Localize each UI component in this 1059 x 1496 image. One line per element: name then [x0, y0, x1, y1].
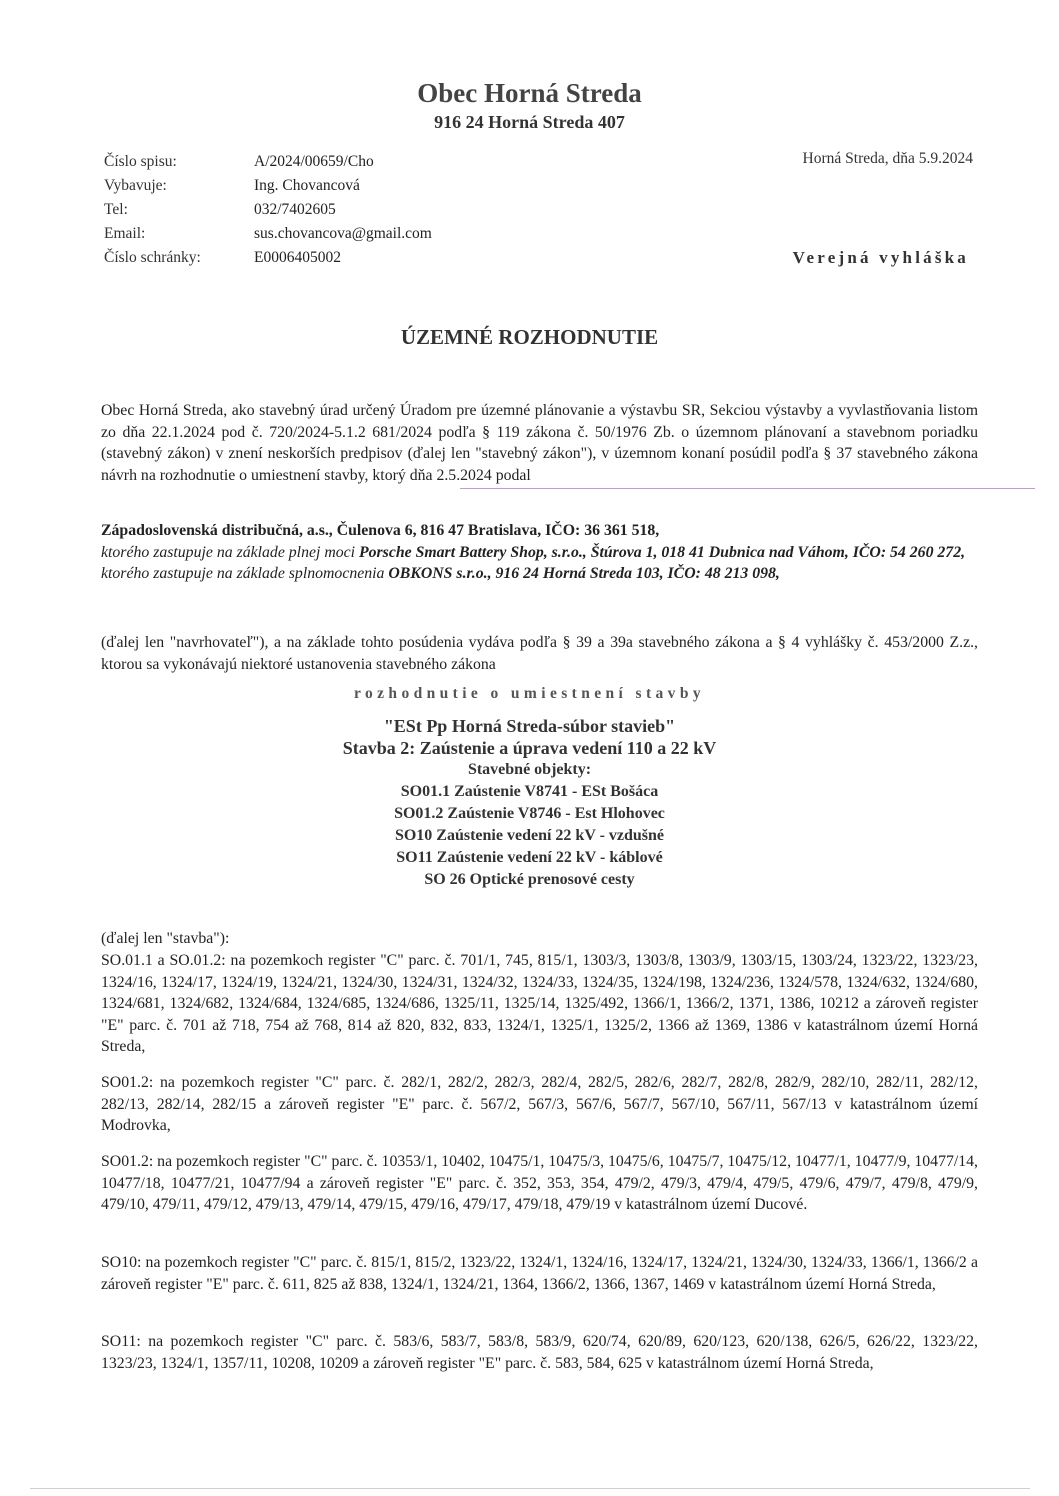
document-title: ÚZEMNÉ ROZHODNUTIE	[400, 325, 659, 349]
meta-label: Email:	[104, 225, 146, 242]
meta-row	[104, 174, 432, 198]
meta-value: A/2024/00659/Cho	[254, 153, 374, 170]
representative-1	[101, 542, 978, 564]
rep2-name: OBKONS s.r.o., 916 24 Horná Streda 103, IČO: 48 213 098,	[388, 565, 780, 582]
representative-2	[101, 563, 978, 585]
meta-label: Vybavuje:	[104, 177, 167, 194]
stavba-label: (ďalej len "stavba"):	[101, 930, 230, 947]
meta-value: E0006405002	[254, 249, 341, 266]
object-item: SO 26 Optické prenosové cesty	[424, 871, 635, 888]
object-item: SO01.1 Zaústenie V8741 - ESt Bošáca	[400, 783, 659, 800]
meta-row	[104, 150, 432, 174]
project-stage: Stavba 2: Zaústenie a úprava vedení 110 a 22 kV	[342, 738, 717, 758]
decision-intro: (ďalej len "navrhovateľ"), a na základe tohto posúdenia vydáva podľa § 39 a 39a stavebného zákona a § 4 vyhlášky č. 453/2000 Z.z., ktorou sa vykonávajú niektoré ustanovenia stavebného zákona	[101, 634, 978, 673]
parcel-paragraph: SO11: na pozemkoch register "C" parc. č. 583/6, 583/7, 583/8, 583/9, 620/74, 620/89, 620/123, 620/138, 626/5, 626/22, 1323/22, 1323/23, 1324/1, 1357/11, 10208, 10209 a zároveň register "E" parc. č. 583, 584, 625 v katastrálnom území Horná Streda,	[101, 1333, 978, 1372]
object-item: SO01.2 Zaústenie V8746 - Est Hlohovec	[394, 805, 665, 822]
decision-label: rozhodnutie o umiestnení stavby	[354, 685, 705, 702]
rep1-prefix: ktorého zastupuje na základe plnej moci	[101, 543, 356, 561]
rep2-prefix: ktorého zastupuje na základe splnomocnenia	[101, 565, 385, 582]
public-notice-label: Verejná vyhláška	[792, 248, 969, 267]
applicant-name: Západoslovenská distribučná, a.s., Čulenova 6, 816 47 Bratislava, IČO: 36 361 518,	[101, 522, 660, 539]
object-item: SO10 Zaústenie vedení 22 kV - vzdušné	[394, 827, 665, 844]
meta-row	[104, 222, 432, 246]
rep1-name: Porsche Smart Battery Shop, s.r.o., Štúrova 1, 018 41 Dubnica nad Váhom, IČO: 54 260 272,	[358, 543, 966, 561]
meta-row	[104, 198, 432, 222]
applicant-block	[101, 520, 978, 585]
project-block	[0, 715, 1059, 891]
page-edge-line	[30, 1488, 1030, 1489]
meta-label: Číslo schránky:	[104, 249, 201, 266]
municipality-title: Obec Horná Streda	[417, 78, 642, 108]
parcel-paragraph: SO01.2: na pozemkoch register "C" parc. č. 282/1, 282/2, 282/3, 282/4, 282/5, 282/6, 282/7, 282/8, 282/9, 282/10, 282/11, 282/12, 282/13, 282/14, 282/15 a zároveň register "E" parc. č. 567/2, 567/3, 567/6, 567/7, 567/10, 567/11, 567/13 v katastrálnom území Modrovka,	[101, 1074, 978, 1134]
parcel-paragraph: SO10: na pozemkoch register "C" parc. č. 815/1, 815/2, 1323/22, 1324/1, 1324/16, 1324/17, 1324/21, 1324/30, 1324/33, 1366/1, 1366/2 a zároveň register "E" parc. č. 611, 825 až 838, 1324/1, 1324/21, 1364, 1366/2, 1366, 1367, 1469 v katastrálnom území Horná Streda,	[101, 1254, 978, 1293]
meta-value: Ing. Chovancová	[254, 177, 360, 194]
file-metadata	[104, 150, 432, 270]
project-name: "ESt Pp Horná Streda-súbor stavieb"	[383, 716, 676, 736]
annotation-line	[460, 488, 1035, 489]
meta-value: sus.chovancova@gmail.com	[254, 225, 432, 242]
meta-label: Číslo spisu:	[104, 153, 177, 170]
parcel-paragraph: SO.01.1 a SO.01.2: na pozemkoch register "C" parc. č. 701/1, 745, 815/1, 1303/3, 1303/8, 1303/9, 1303/15, 1303/24, 1323/22, 1323/23, 1324/16, 1324/17, 1324/19, 1324/21, 1324/30, 1324/31, 1324/32, 1324/33, 1324/35, 1324/198, 1324/236, 1324/578, 1324/632, 1324/680, 1324/681, 1324/682, 1324/684, 1324/685, 1324/686, 1325/11, 1325/14, 1325/492, 1366/1, 1366/2, 1371, 1386, 10212 a zároveň register "E" parc. č. 701 až 718, 754 až 768, 814 až 820, 832, 833, 1324/1, 1325/1, 1325/2, 1366 až 1369, 1386 v katastrálnom území Horná Streda,	[101, 952, 978, 1055]
meta-label: Tel:	[104, 201, 128, 218]
municipality-address: 916 24 Horná Streda 407	[434, 112, 625, 132]
objects-label: Stavebné objekty:	[467, 761, 592, 778]
meta-value: 032/7402605	[254, 201, 336, 218]
intro-paragraph: Obec Horná Streda, ako stavebný úrad určený Úradom pre územné plánovanie a výstavbu SR, Sekciou výstavby a vyvlastňovania listom zo dňa 22.1.2024 pod č. 720/2024-5.1.2 681/2024 podľa § 119 zákona č. 50/1976 Zb. o územnom plánovaní a stavebnom poriadku (stavebný zákon) v znení neskorších predpisov (ďalej len "stavebný zákon"), v územnom konaní posúdil podľa § 37 stavebného zákona návrh na rozhodnutie o umiestnení stavby, ktorý dňa 2.5.2024 podal	[101, 402, 978, 484]
meta-row	[104, 246, 432, 270]
parcel-paragraph: SO01.2: na pozemkoch register "C" parc. č. 10353/1, 10402, 10475/1, 10475/3, 10475/6, 10475/7, 10475/12, 10477/1, 10477/9, 10477/14, 10477/18, 10477/21, 10477/94 a zároveň register "E" parc. č. 352, 353, 354, 479/2, 479/3, 479/4, 479/5, 479/6, 479/7, 479/8, 479/9, 479/10, 479/11, 479/12, 479/13, 479/14, 479/15, 479/16, 479/17, 479/18, 479/19 v katastrálnom území Ducové.	[101, 1153, 978, 1213]
document-date: Horná Streda, dňa 5.9.2024	[802, 150, 973, 167]
object-item: SO11 Zaústenie vedení 22 kV - káblové	[396, 849, 663, 866]
